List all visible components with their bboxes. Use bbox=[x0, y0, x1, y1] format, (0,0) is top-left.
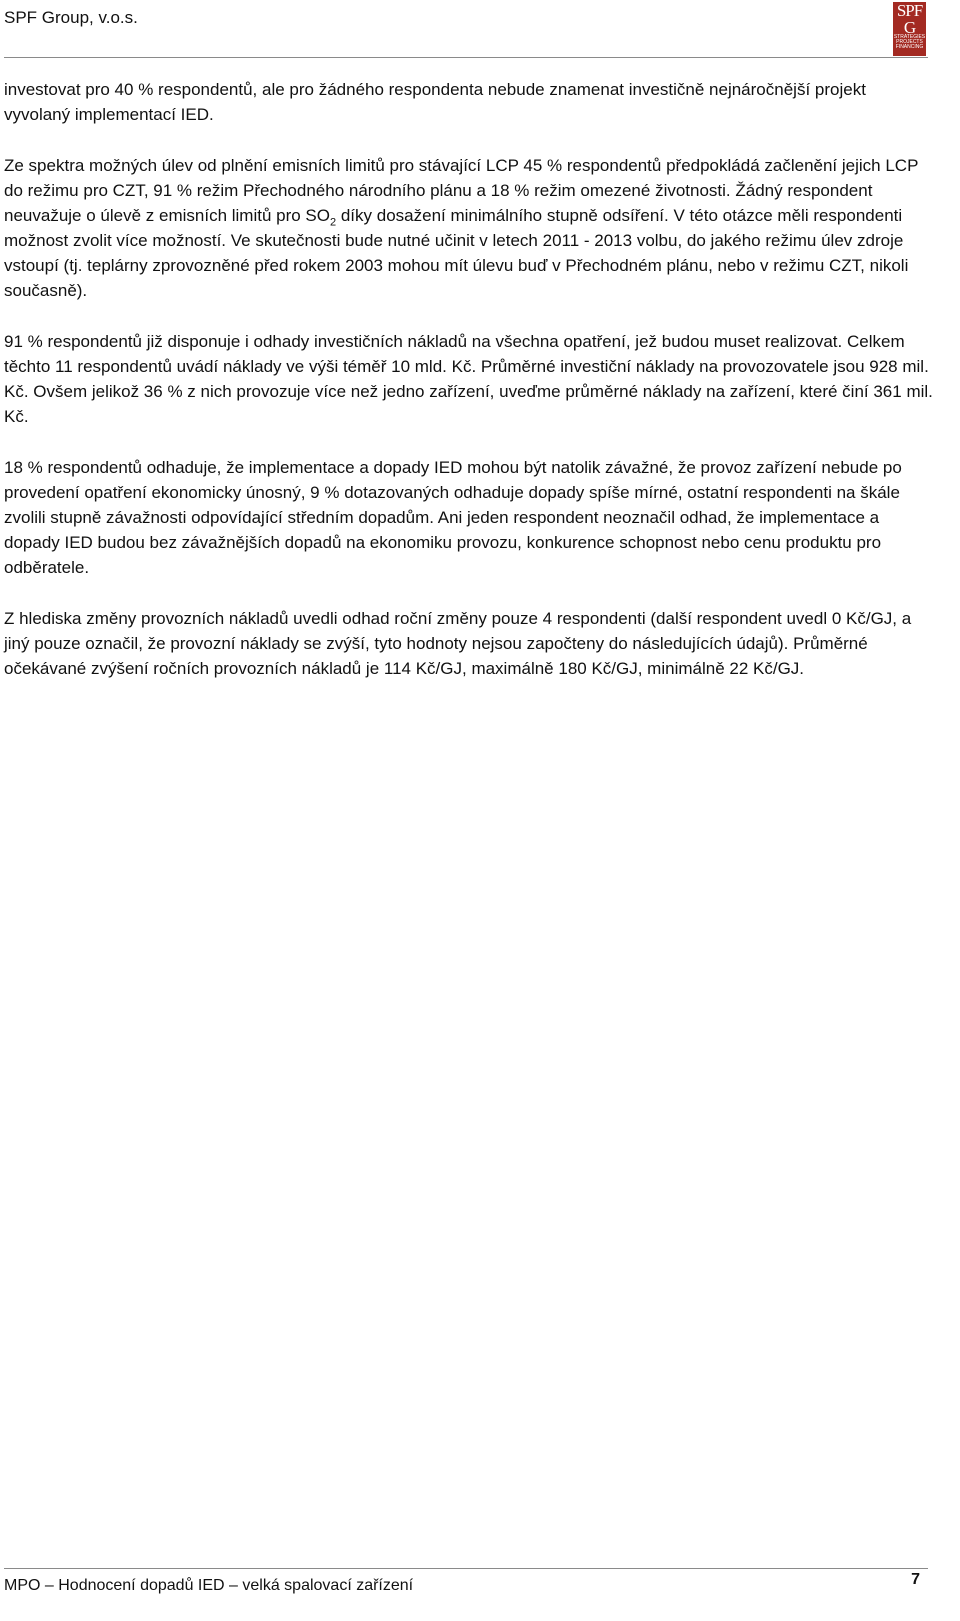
logo-mark: SPF G bbox=[896, 2, 923, 37]
logo-tagline-line: FINANCING bbox=[895, 44, 924, 50]
footer-title: MPO – Hodnocení dopadů IED – velká spalovací zařízení bbox=[4, 1577, 414, 1594]
paragraph bbox=[4, 153, 934, 303]
page-header bbox=[4, 0, 928, 60]
logo-tagline-line: PROJECTS bbox=[896, 39, 923, 45]
spf-logo bbox=[893, 2, 926, 56]
paragraph-text: Ze spektra možných úlev od plnění emisních limitů pro stávající LCP 45 % respondentů předpokládá začlenění jejich LCP do režimu pro CZT, 91 % režim Přechodného národního plánu a 18 % režim omezené životnosti. Žádný respondent neuvažuje o úlevě z emisních limitů pro SO bbox=[4, 156, 919, 225]
paragraph: investovat pro 40 % respondentů, ale pro žádného respondenta nebude znamenat investičně nejnáročnější projekt vyvolaný implementací IED. bbox=[4, 80, 866, 124]
document-body bbox=[4, 77, 934, 707]
paragraph-text: díky dosažení minimálního stupně odsíření. V této otázce měli respondenti možnost zvolit více možností. Ve skutečnosti bude nutné učinit v letech 2011 - 2013 volbu, do jakého režimu úlev zdroje vstoupí (tj. teplárny zprovozněné před rokem 2003 mohou mít úlevu buď v Přechodném plánu, nebo v režimu CZT, nikoli současně). bbox=[4, 206, 909, 300]
subscript: 2 bbox=[330, 216, 337, 229]
paragraph: Z hlediska změny provozních nákladů uvedli odhad roční změny pouze 4 respondenti (další respondent uvedl 0 Kč/GJ, a jiný pouze označil, že provozní náklady se zvýší, tyto hodnoty nejsou započteny do následujících údajů). Průměrné očekávané zvýšení ročních provozních nákladů je 114 Kč/GJ, maximálně 180 Kč/GJ, minimálně 22 Kč/GJ. bbox=[4, 609, 912, 678]
footer-divider bbox=[4, 1568, 928, 1569]
paragraph: 91 % respondentů již disponuje i odhady investičních nákladů na všechna opatření, jež budou muset realizovat. Celkem těchto 11 respondentů uvádí náklady ve výši téměř 10 mld. Kč. Průměrné investiční náklady na provozovatele jsou 928 mil. Kč. Ovšem jelikož 36 % z nich provozuje více než jedno zařízení, uveďme průměrné náklady na zařízení, které činí 361 mil. Kč. bbox=[4, 332, 933, 426]
header-divider bbox=[4, 57, 928, 58]
logo-tagline-line: STRATEGIES bbox=[893, 34, 926, 40]
page-number: 7 bbox=[911, 1571, 920, 1588]
paragraph: 18 % respondentů odhaduje, že implementace a dopady IED mohou být natolik závažné, že provoz zařízení nebude po provedení opatření ekonomicky únosný, 9 % dotazovaných odhaduje dopady spíše mírné, ostatní respondenti na škále zvolili stupně závažnosti odpovídající středním dopadům. Ani jeden respondent neoznačil odhad, že implementace a dopady IED budou bez závažnějších dopadů na ekonomiku provozu, konkurence schopnost nebo cenu produktu pro odběratele. bbox=[4, 458, 902, 577]
company-name: SPF Group, v.o.s. bbox=[4, 8, 138, 27]
logo-tagline bbox=[893, 35, 926, 50]
